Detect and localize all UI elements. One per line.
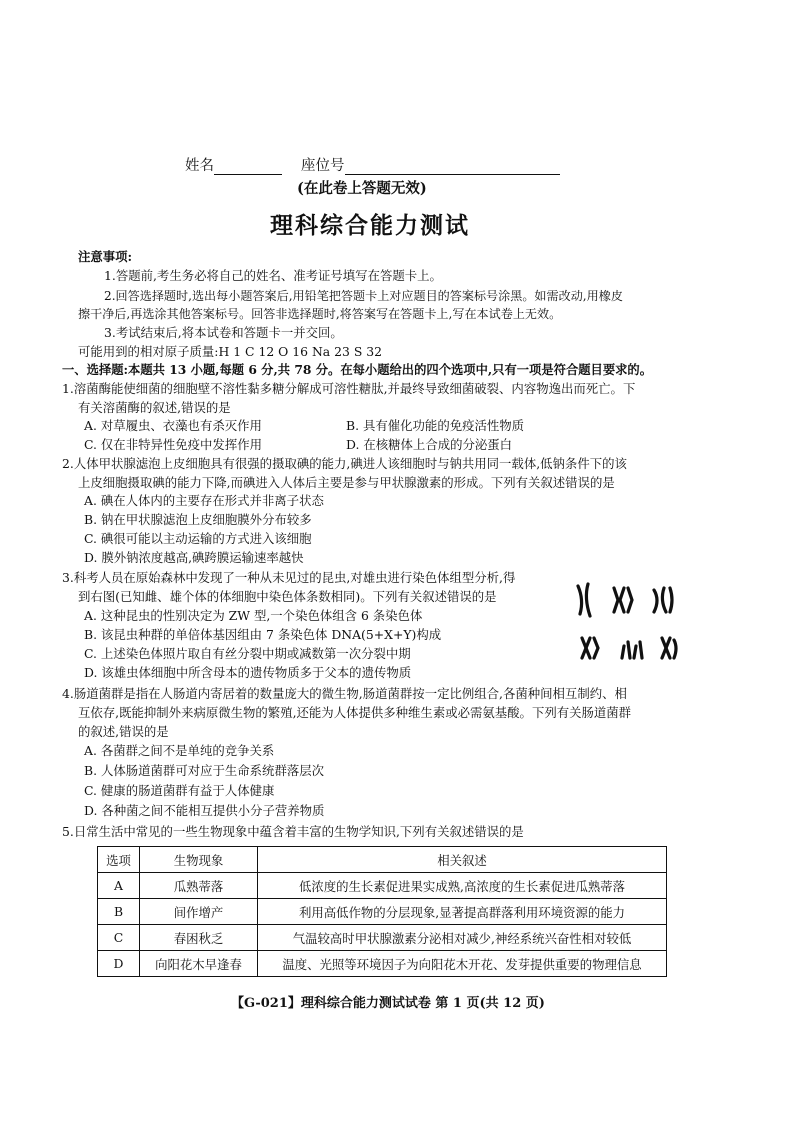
table-cell: 瓜熟蒂落 <box>140 873 258 899</box>
chromosome-2a <box>614 588 618 612</box>
table-cell: 低浓度的生长素促进果实成熟,高浓度的生长素促进瓜熟蒂落 <box>258 873 667 899</box>
table-cell: 温度、光照等环境因子为向阳花木开花、发芽提供重要的物理信息 <box>258 951 667 977</box>
q3-stem-cont: 到右图(已知雌、雄个体的体细胞中染色体条数相同)。下列有关叙述错误的是 <box>78 589 497 604</box>
q4-option-d: D. 各种菌之间不能相互提供小分子营养物质 <box>84 803 325 818</box>
section-heading: 一、选择题:本题共 13 小题,每题 6 分,共 78 分。在每小题给出的四个选项中,只有一项是符合题目要求的。 <box>62 362 653 377</box>
q1-option-a: A. 对草履虫、衣藻也有杀灭作用 <box>84 418 262 433</box>
table-row <box>98 873 667 899</box>
q3-option-a: A. 这种昆虫的性别决定为 ZW 型,一个染色体组含 6 条染色体 <box>84 608 423 623</box>
table-cell: B <box>98 899 140 925</box>
q1-option-d: D. 在核糖体上合成的分泌蛋白 <box>346 437 513 452</box>
table-cell: 间作增产 <box>140 899 258 925</box>
table-cell: 向阳花木早逢春 <box>140 951 258 977</box>
chromosome-1a <box>578 586 582 614</box>
q1-option-c: C. 仅在非特异性免疫中发挥作用 <box>84 437 262 452</box>
name-blank <box>214 161 282 175</box>
seat-blank <box>345 161 560 175</box>
seat-field <box>301 154 560 175</box>
instruction-2-cont: 擦干净后,再选涂其他答案标号。回答非选择题时,将答案写在答题卡上,写在本试卷上无效。 <box>78 307 562 321</box>
q3-option-b: B. 该昆虫种群的单倍体基因组由 7 条染色体 DNA(5+X+Y)构成 <box>84 627 442 642</box>
q4-option-c: C. 健康的肠道菌群有益于人体健康 <box>84 783 275 798</box>
table-cell: D <box>98 951 140 977</box>
table-cell: 气温较高时甲状腺激素分泌相对减少,神经系统兴奋性相对较低 <box>258 925 667 951</box>
instruction-1: 1.答题前,考生务必将自己的姓名、准考证号填写在答题卡上。 <box>104 268 442 283</box>
q3-option-d: D. 该雄虫体细胞中所含母本的遗传物质多于父本的遗传物质 <box>84 665 412 680</box>
chromosome-5a <box>622 646 624 658</box>
chromosome-3c <box>670 588 672 612</box>
q4-stem: 4.肠道菌群是指在人肠道内寄居着的数量庞大的微生物,肠道菌群按一定比例组合,各菌种间相互制约、相 <box>62 686 627 701</box>
chromosome-5b <box>634 646 636 658</box>
q2-option-a: A. 碘在人体内的主要存在形式并非离子状态 <box>84 493 324 508</box>
atomic-mass-line: 可能用到的相对原子质量:H 1 C 12 O 16 Na 23 S 32 <box>78 344 383 359</box>
q5-stem: 5.日常生活中常见的一些生物现象中蕴含着丰富的生物学知识,下列有关叙述错误的是 <box>62 824 524 839</box>
chromosome-1b <box>586 584 590 616</box>
table-header: 生物现象 <box>140 847 258 873</box>
chromosome-3a <box>654 590 657 612</box>
q2-option-c: C. 碘很可能以主动运输的方式进入该细胞 <box>84 531 312 546</box>
q4-option-b: B. 人体肠道菌群可对应于生命系统群落层次 <box>84 763 325 778</box>
name-label: 姓名 <box>185 158 214 174</box>
instruction-3: 3.考试结束后,将本试卷和答题卡一并交回。 <box>104 325 343 340</box>
q4-option-a: A. 各菌群之间不是单纯的竞争关系 <box>84 743 275 758</box>
q1-stem-cont: 有关溶菌酶的叙述,错误的是 <box>78 400 231 415</box>
q4-stem-cont: 互依存,既能抑制外来病原微生物的繁殖,还能为人体提供多种维生素或必需氨基酸。下列有关肠道菌群 <box>78 705 632 720</box>
chromosome-4b <box>594 638 598 658</box>
q2-option-b: B. 钠在甲状腺滤泡上皮细胞膜外分布较多 <box>84 512 312 527</box>
table-header: 相关叙述 <box>258 847 667 873</box>
q5-table <box>97 846 667 977</box>
q2-stem: 2.人体甲状腺滤泡上皮细胞具有很强的摄取碘的能力,碘进人该细胞时与钠共用同一载体,低钠条件下的该 <box>62 456 627 471</box>
instructions-heading: 注意事项: <box>78 249 133 264</box>
table-cell: 春困秋乏 <box>140 925 258 951</box>
instruction-2: 2.回答选择题时,选出每小题答案后,用铅笔把答题卡上对应题目的答案标号涂黑。如需改动,用橡皮 <box>104 289 623 303</box>
table-header: 选项 <box>98 847 140 873</box>
chromosome-2b <box>620 588 624 612</box>
chromosome-3b <box>662 588 666 612</box>
q3-stem: 3.科考人员在原始森林中发现了一种从未见过的昆虫,对雄虫进行染色体组型分析,得 <box>62 570 516 585</box>
page-footer: 【G-021】理科综合能力测试试卷 第 1 页(共 12 页) <box>231 996 545 1011</box>
q1-option-b: B. 具有催化功能的免疫活性物质 <box>346 418 525 433</box>
chromosome-2c <box>628 588 632 612</box>
table-row <box>98 951 667 977</box>
name-field <box>185 154 282 175</box>
table-row <box>98 899 667 925</box>
table-cell: A <box>98 873 140 899</box>
q3-option-c: C. 上述染色体照片取自有丝分裂中期或减数第一次分裂中期 <box>84 646 411 661</box>
table-cell: 利用高低作物的分层现象,显著提高群落利用环境资源的能力 <box>258 899 667 925</box>
table-cell: C <box>98 925 140 951</box>
seat-label: 座位号 <box>301 158 345 174</box>
table-row <box>98 925 667 951</box>
page-title: 理科综合能力测试 <box>270 212 470 239</box>
chromosome-6b <box>674 640 676 658</box>
exam-notice: (在此卷上答题无效) <box>297 180 427 197</box>
karyotype-figure <box>570 580 690 670</box>
q4-stem-cont-2: 的叙述,错误的是 <box>78 724 169 739</box>
q2-option-d: D. 膜外钠浓度越高,碘跨膜运输速率越快 <box>84 550 304 565</box>
table-header-row <box>98 847 667 873</box>
q1-stem: 1.溶菌酶能使细菌的细胞壁不溶性黏多糖分解成可溶性糖肽,并最终导致细菌破裂、内容物逸出而死亡。下 <box>62 381 636 396</box>
q2-stem-cont: 上皮细胞摄取碘的能力下降,而碘进入人体后主要是参与甲状腺激素的形成。下列有关叙述错误的是 <box>78 475 615 490</box>
